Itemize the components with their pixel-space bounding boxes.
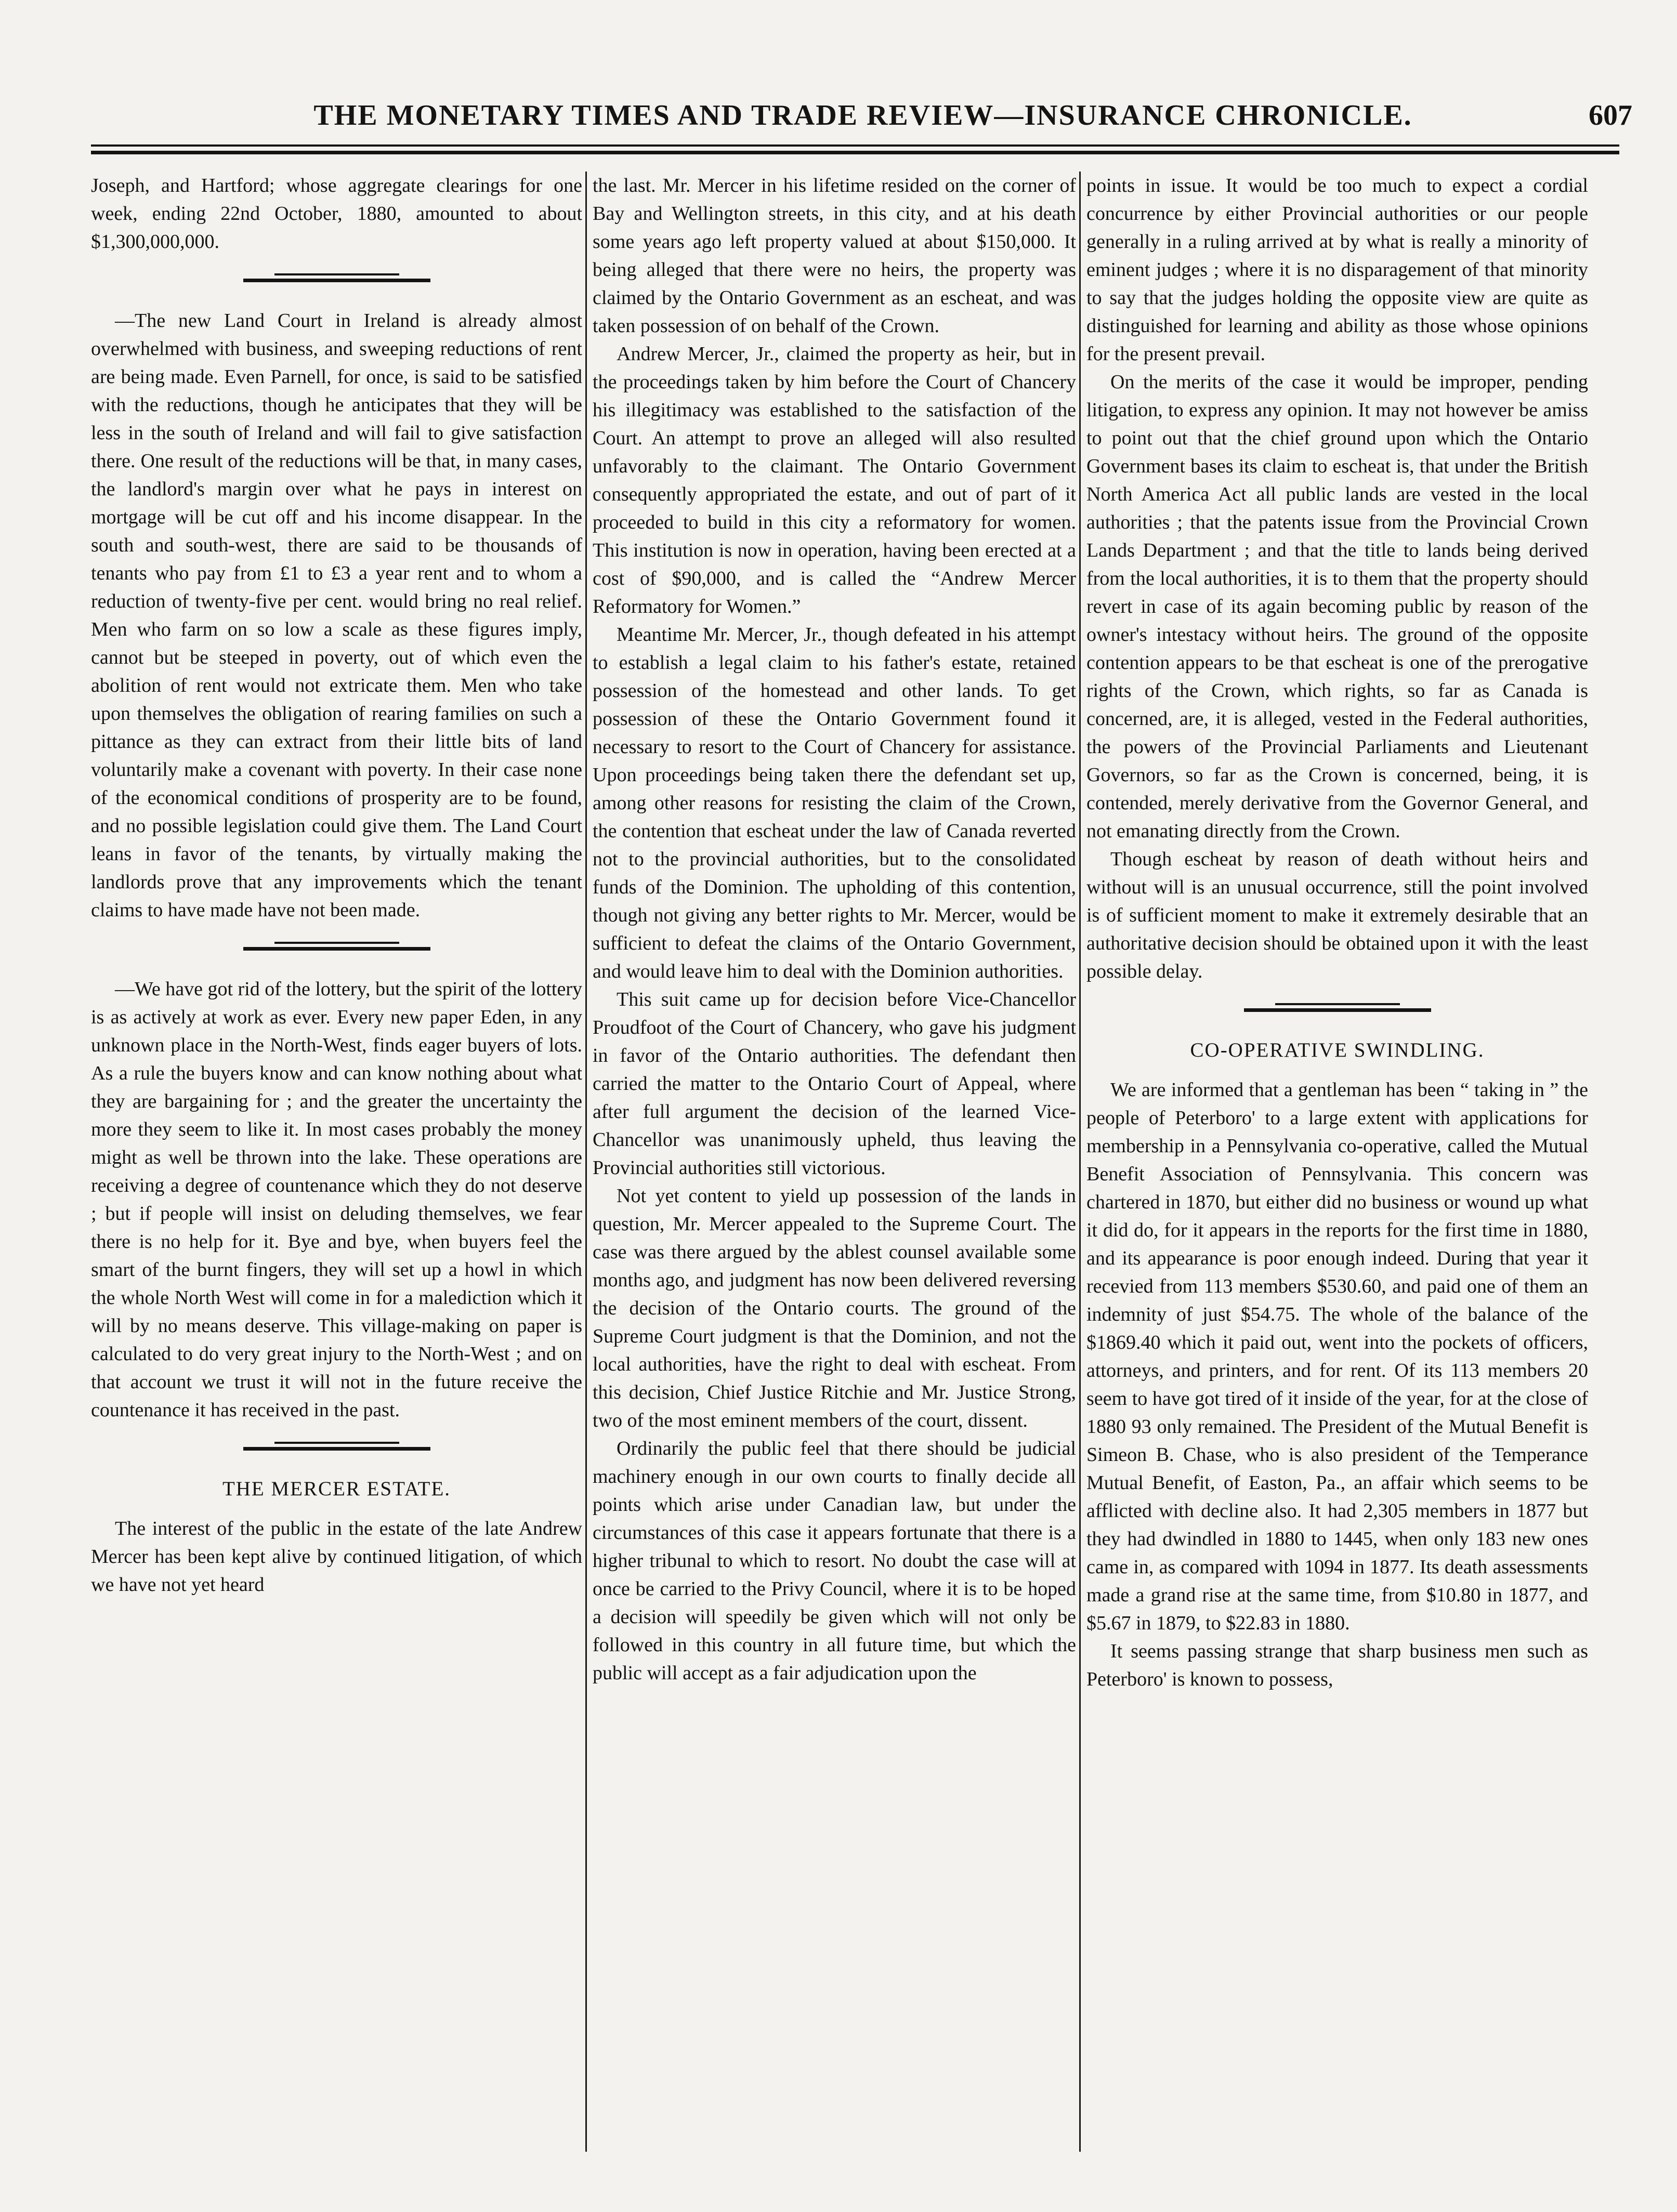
column-two bbox=[593, 172, 1076, 2152]
article-heading: THE MERCER ESTATE. bbox=[222, 1478, 451, 1500]
column-three bbox=[1086, 172, 1588, 2152]
article-paragraph: —The new Land Court in Ireland is already almost overwhelmed with business, and sweeping reductions of rent are being made. Even Parnell, for once, is said to be satisfied with the reductions, though he anticipates that they will be less in the south of Ireland and will fail to give satisfaction there. One result of the reductions will be that, in many cases, the landlord's margin over what he pays in interest on mortgage will be cut off and his income disappear. In the south and south-west, there are said to be thousands of tenants who pay from £1 to £3 a year rent and to whom a reduction of twenty-five per cent. would bring no real relief. Men who farm on so low a scale as these figures imply, cannot but be steeped in poverty, out of which even the abolition of rent would not extricate them. Men who take upon themselves the obligation of rearing families on such a pittance as they can extract from their little bits of land voluntarily make a covenant with poverty. In their case none of the economical conditions of prosperity are to be found, and no possible legislation could give them. The Land Court leans in favor of the tenants, by virtually making the landlords prove that any improvements which the tenant claims to have made have not been made. bbox=[91, 310, 582, 921]
section-separator bbox=[91, 265, 582, 293]
article-paragraph: It seems passing strange that sharp business men such as Peterboro' is known to possess, bbox=[1086, 1640, 1588, 1690]
article-paragraph: points in issue. It would be too much to expect a cordial concurrence by either Provincial authorities or our people generally in a ruling arrived at by what is really a minority of eminent judges ; where it is no disparagement of that minority to say that the judges holding the opposite view are quite as distinguished for learning and ability as those whose opinions for the present prevail. bbox=[1086, 175, 1588, 365]
article-paragraph: On the merits of the case it would be improper, pending litigation, to express any opinion. It may not however be amiss to point out that the chief ground upon which the Ontario Government bases its claim to escheat is, that under the British North America Act all public lands are vested in the local authorities ; that the patents issue from the Provincial Crown Lands Department ; and that the title to lands being derived from the local authorities, it is to them that the property should revert in case of its again becoming public by reason of the owner's intestacy without heirs. The ground of the opposite contention appears to be that escheat is one of the prerogative rights of the Crown, which rights, so far as Canada is concerned, are, it is alleged, vested in the Federal authorities, the powers of the Provincial Parliaments and Lieutenant Governors, so far as the Crown is concerned, being, it is contended, merely derivative from the Governor General, and not emanating directly from the Crown. bbox=[1086, 371, 1588, 842]
article-paragraph: the last. Mr. Mercer in his lifetime resided on the corner of Bay and Wellington streets, in this city, and at his death some years ago left property valued at about $150,000. It being alleged that there were no heirs, the property was claimed by the Ontario Government as an escheat, and was taken possession of on behalf of the Crown. bbox=[593, 175, 1076, 337]
article-paragraph: Meantime Mr. Mercer, Jr., though defeated in his attempt to establish a legal claim to his father's estate, retained possession of the homestead and other lands. To get possession of these the Ontario Government found it necessary to resort to the Court of Chancery for assistance. Upon proceedings being taken there the defendant set up, among other reasons for resisting the claim of the Crown, the contention that escheat under the law of Canada reverted not to the provincial authorities, but to the consolidated funds of the Dominion. The upholding of this contention, though not giving any better rights to Mr. Mercer, would be sufficient to defeat the claims of the Ontario Government, and would leave him to deal with the Dominion authorities. bbox=[593, 624, 1076, 982]
article-paragraph: We are informed that a gentleman has been “ taking in ” the people of Peterboro' to a large extent with applications for membership in a Pennsylvania co-operative, called the Mutual Benefit Association of Pennsylvania. This concern was chartered in 1870, but either did no business or wound up what it did do, for it appears in the reports for the first time in 1880, and its appearance is poor enough indeed. During that year it recevied from 113 members $530.60, and paid one of them an indemnity of just $54.75. The whole of the balance of the $1869.40 which it paid out, went into the pockets of officers, attorneys, and printers, and for rent. Of its 113 members 20 seem to have got tired of it inside of the year, for at the close of 1880 93 only remained. The President of the Mutual Benefit is Simeon B. Chase, who is also president of the Temperance Mutual Benefit, of Easton, Pa., an affair which seems to be afflicted with decline also. It had 2,305 members in 1877 but they had dwindled in 1880 to 1445, when only 183 new ones came in, as compared with 1094 in 1877. Its death assessments made a grand rise at the same time, from $10.80 in 1877, and $5.67 in 1879, to $22.83 in 1880. bbox=[1086, 1079, 1588, 1634]
article-paragraph: Andrew Mercer, Jr., claimed the property as heir, but in the proceedings taken by him before the Court of Chancery his illegitimacy was established to the satisfaction of the Court. An attempt to prove an alleged will also resulted unfavorably to the claimant. The Ontario Government consequently appropriated the estate, and out of part of it proceeded to build in this city a reformatory for women. This institution is now in operation, having been erected at a cost of $90,000, and is called the “Andrew Mercer Reformatory for Women.” bbox=[593, 343, 1076, 617]
section-separator bbox=[1086, 995, 1588, 1023]
column-one bbox=[91, 172, 582, 2152]
article-paragraph: Not yet content to yield up possession of the lands in question, Mr. Mercer appealed to the Supreme Court. The case was there argued by the ablest counsel available some months ago, and judgment has now been delivered reversing the decision of the Ontario courts. The ground of the Supreme Court judgment is that the Dominion, and not the local authorities, have the right to deal with escheat. From this decision, Chief Justice Ritchie and Mr. Justice Strong, two of the most eminent members of the court, dissent. bbox=[593, 1185, 1076, 1431]
header-rule-thin bbox=[91, 144, 1619, 147]
column-divider bbox=[585, 172, 587, 2152]
article-paragraph: This suit came up for decision before Vice-Chancellor Proudfoot of the Court of Chancery, who gave his judgment in favor of the Ontario authorities. The defendant then carried the matter to the Ontario Court of Appeal, where after full argument the decision of the learned Vice-Chancellor was unanimously upheld, thus leaving the Provincial authorities still victorious. bbox=[593, 989, 1076, 1179]
article-heading: CO-OPERATIVE SWINDLING. bbox=[1190, 1039, 1485, 1061]
running-head bbox=[94, 94, 1632, 140]
article-paragraph: —We have got rid of the lottery, but the spirit of the lottery is as actively at work as ever. Every new paper Eden, in any unknown place in the North-West, finds eager buyers of lots. As a rule the buyers know and can know nothing about what they are bargaining for ; and the greater the uncertainty the more they seem to like it. In most cases probably the money might as well be thrown into the lake. These operations are receiving a degree of countenance which they do not deserve ; but if people will insist on deluding themselves, we fear there is no help for it. Bye and bye, when buyers feel the smart of the burnt fingers, they will set up a howl in which the whole North West will come in for a malediction which it will by no means deserve. This village-making on paper is calculated to do very great injury to the North-West ; and on that account we trust it will not in the future receive the countenance it has received in the past. bbox=[91, 978, 582, 1421]
section-separator bbox=[91, 933, 582, 962]
article-paragraph: Joseph, and Hartford; whose aggregate clearings for one week, ending 22nd October, 1880, amounted to about $1,300,000,000. bbox=[91, 175, 582, 253]
running-title: THE MONETARY TIMES AND TRADE REVIEW—INSURANCE CHRONICLE. bbox=[313, 99, 1412, 131]
article-paragraph: The interest of the public in the estate of the late Andrew Mercer has been kept alive by continued litigation, of which we have not yet heard bbox=[91, 1518, 582, 1596]
header-rule-thick bbox=[91, 151, 1619, 154]
column-divider bbox=[1079, 172, 1081, 2152]
section-separator bbox=[91, 1433, 582, 1462]
page-number: 607 bbox=[1589, 99, 1632, 131]
article-paragraph: Ordinarily the public feel that there should be judicial machinery enough in our own courts to finally decide all points which arise under Canadian law, but under the circumstances of this case it appears fortunate that there is a higher tribunal to which to resort. No doubt the case will at once be carried to the Privy Council, where it is to be hoped a decision will speedily be given which will not only be followed in this country in all future time, but which the public will accept as a fair adjudication upon the bbox=[593, 1438, 1076, 1684]
article-paragraph: Though escheat by reason of death without heirs and without will is an unusual occurrence, still the point involved is of sufficient moment to make it extremely desirable that an authoritative decision should be obtained upon it with the least possible delay. bbox=[1086, 848, 1588, 982]
